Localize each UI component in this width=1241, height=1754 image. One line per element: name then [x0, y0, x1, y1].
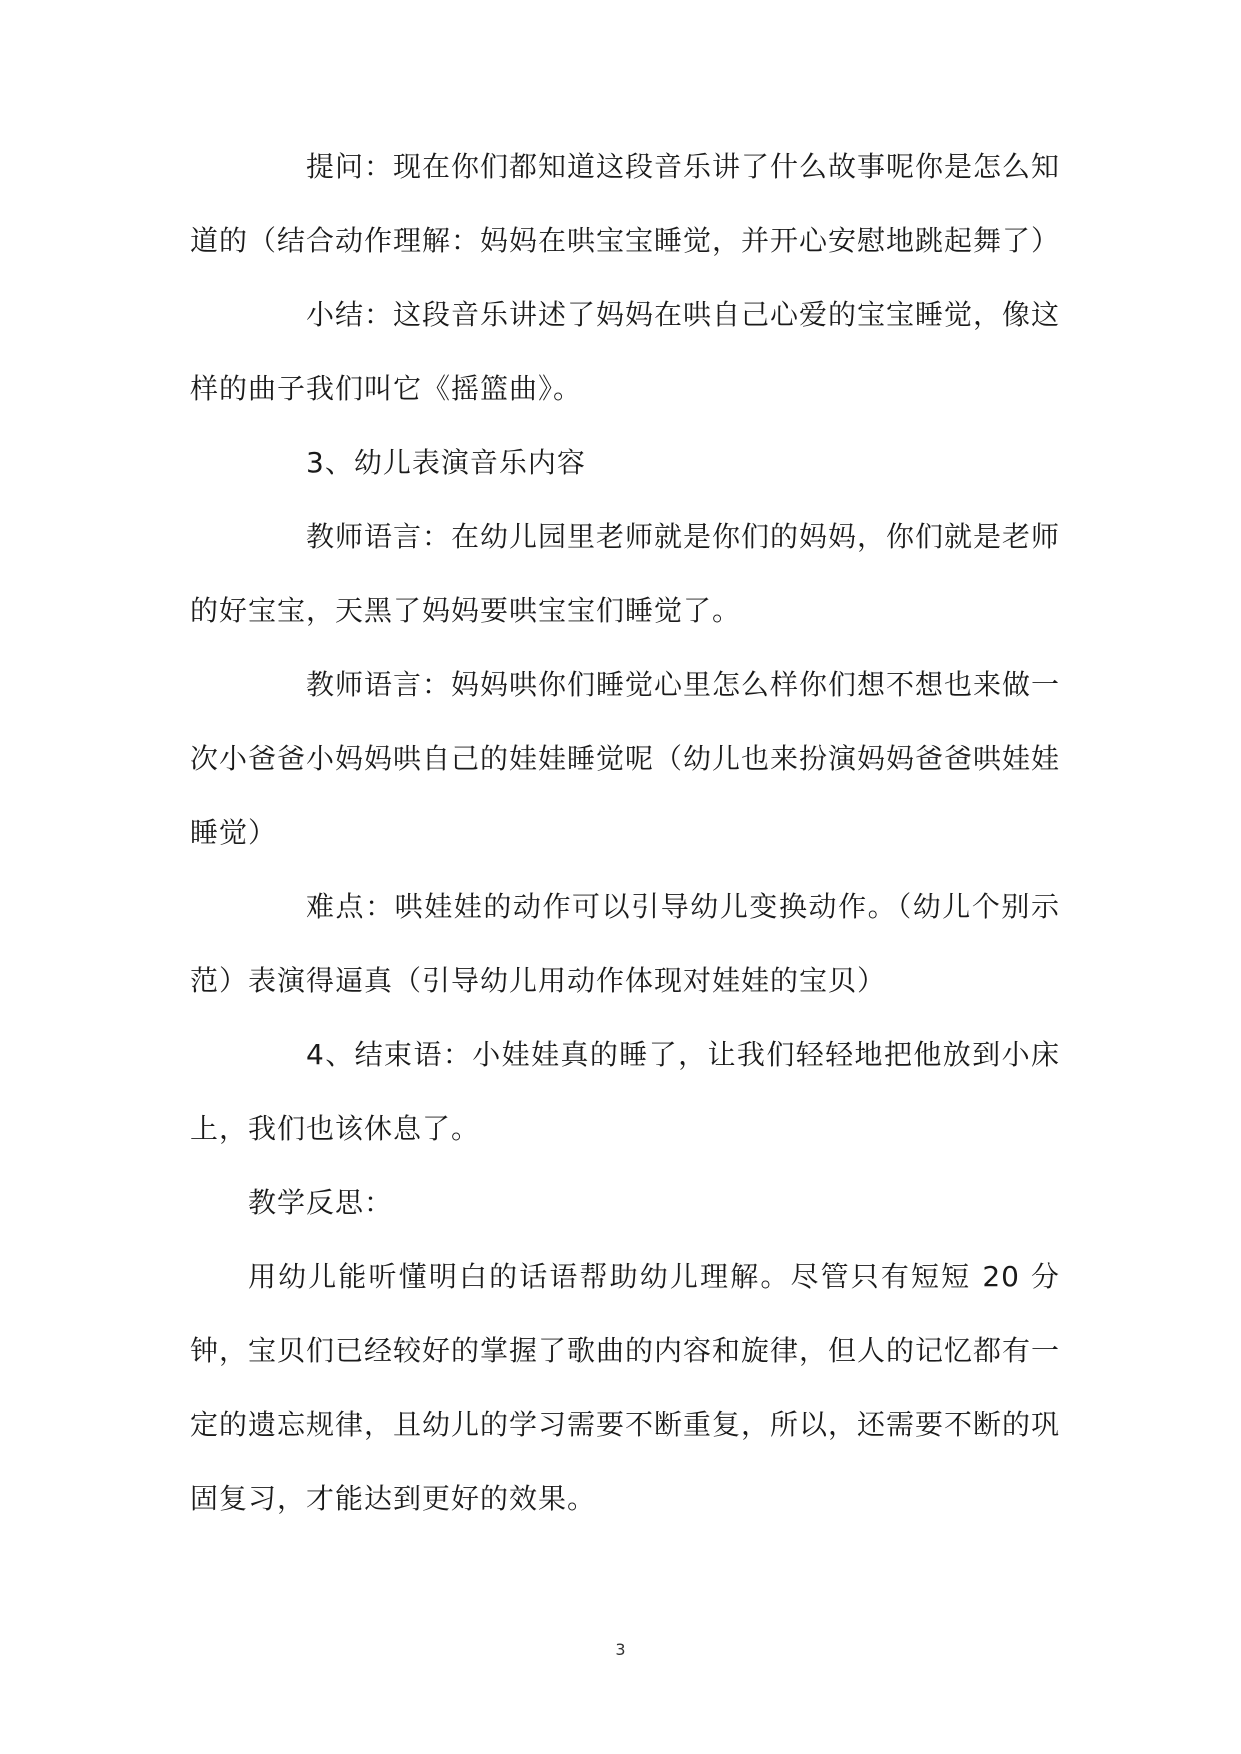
- section-heading-performance: 3、幼儿表演音乐内容: [306, 446, 586, 479]
- paragraph-difficulty: 难点：哄娃娃的动作可以引导幼儿变换动作。（幼儿个别示范）表演得逼真（引导幼儿用动作体现对娃娃的宝贝）: [190, 890, 1060, 997]
- page-number: 3: [615, 1640, 626, 1659]
- paragraph-question: 提问：现在你们都知道这段音乐讲了什么故事呢你是怎么知道的（结合动作理解：妈妈在哄宝宝睡觉，并开心安慰地跳起舞了）: [190, 150, 1061, 257]
- paragraph-teacher-language-2: 教师语言：妈妈哄你们睡觉心里怎么样你们想不想也来做一次小爸爸小妈妈哄自己的娃娃睡觉呢（幼儿也来扮演妈妈爸爸哄娃娃睡觉）: [190, 668, 1061, 849]
- paragraph-summary: 小结：这段音乐讲述了妈妈在哄自己心爱的宝宝睡觉，像这样的曲子我们叫它《摇篮曲》。: [190, 298, 1061, 405]
- paragraph-teacher-language-1: 教师语言：在幼儿园里老师就是你们的妈妈，你们就是老师的好宝宝，天黑了妈妈要哄宝宝们睡觉了。: [190, 520, 1061, 627]
- section-heading-reflection: 教学反思：: [248, 1186, 394, 1219]
- paragraph-conclusion: 4、结束语：小娃娃真的睡了，让我们轻轻地把他放到小床上，我们也该休息了。: [190, 1038, 1060, 1145]
- paragraph-reflection: 用幼儿能听懂明白的话语帮助幼儿理解。尽管只有短短 20 分钟，宝贝们已经较好的掌握了歌曲的内容和旋律，但人的记忆都有一定的遗忘规律，且幼儿的学习需要不断重复，所以，还需要不断的巩固复习，才能达到更好的效果。: [190, 1260, 1061, 1515]
